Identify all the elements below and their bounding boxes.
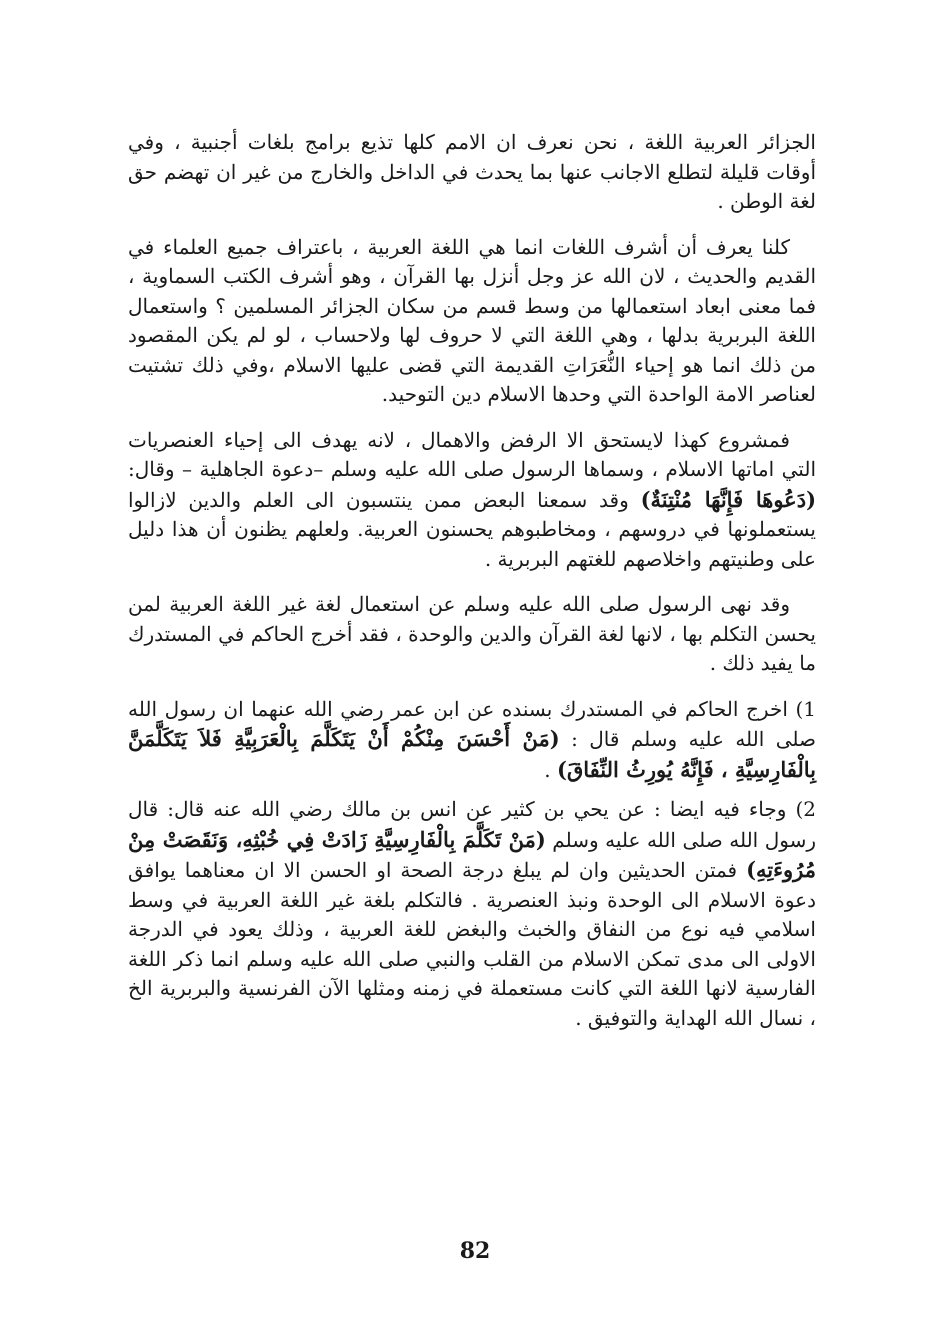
body-text <box>128 128 816 1043</box>
note-2-text-start: 2) وجاء فيه ايضا : عن يحي بن كثير عن انس بن مالك رضي الله عنه قال: قال رسول الله صلى الله عليه وسلم <box>128 797 816 852</box>
note-1-hadith: (مَنْ أَحْسَنَ مِنْكُمْ أَنْ يَتَكَلَّمَ بِالْعَرَبِيَّةِ فَلاَ يَتَكَلَّمَنَّ بِالْفَارِسِيَّةِ ، فَإِنَّهُ يُورِثُ النِّفَاقَ) <box>128 726 816 782</box>
note-1-text-end: . <box>544 757 558 782</box>
note-1 <box>128 695 816 786</box>
paragraph-4: وقد نهى الرسول صلى الله عليه وسلم عن استعمال لغة غير اللغة العربية لمن يحسن التكلم بها ، لانها لغة القرآن والدين والوحدة ، فقد أخرج الحاكم في المستدرك ما يفيد ذلك . <box>128 592 816 675</box>
paragraph-3-text-start: فمشروع كهذا لايستحق الا الرفض والاهمال ، لانه يهدف الى إحياء العنصريات التي اماتها الاسلام ، وسماها الرسول صلى الله عليه وسلم –دعوة الجاهلية – وقال: <box>128 427 816 481</box>
paragraph-2: كلنا يعرف أن أشرف اللغات انما هي اللغة العربية ، باعتراف جميع العلماء في القديم والحديث ، لان الله عز وجل أنزل بها القرآن ، وهو أشرف الكتب السماوية ، فما معنى ابعاد استعمالها من وسط قسم من سكان الجزائر المسلمين ؟ واستعمال اللغة البربرية بدلها ، وهي اللغة التي لا حروف لها ولاحساب ، لو لم يكن المقصود من ذلك انما هو إحياء النُّعَرَاتِ القديمة التي قضى عليها الاسلام ،وفي ذلك تشتيت لعناصر الامة الواحدة التي وحدها الاسلام دين التوحيد. <box>128 234 816 406</box>
note-1-text-start: 1) اخرج الحاكم في المستدرك بسنده عن ابن عمر رضي الله عنهما ان رسول الله صلى الله عليه وسلم قال : <box>128 696 817 751</box>
note-2-hadith: (مَنْ تَكَلَّمَ بِالْفَارِسِيَّةِ زَادَتْ فِي خُبْثِهِ، وَنَقَصَتْ مِنْ مُرُوءَتِهِ) <box>128 826 816 882</box>
paragraph-3 <box>128 426 816 575</box>
note-2-text-end: فمتن الحديثين وان لم يبلغ درجة الصحة او الحسن الا ان معناهما يوافق دعوة الاسلام الى الوحدة ونبذ العنصرية . فالتكلم بلغة غير اللغة العربية في وسط اسلامي فيه نوع من النفاق والخبث والبغض للغة العربية ، وذلك يعود في الدرجة الاولى الى مدى تمكن الاسلام من القلب والنبي صلى الله عليه وسلم انما ذكر اللغة الفارسية لانها اللغة التي كانت مستعملة في زمنه ومثلها الآن الفرنسية والبربرية الخ ، نسال الله الهداية والتوفيق . <box>128 858 816 1030</box>
hadith-quote: (دَعُوهَا فَإِنَّهَا مُنْتِنَةٌ) <box>640 486 817 512</box>
page-number: 82 <box>459 1238 491 1264</box>
note-2 <box>128 795 816 1033</box>
paragraph-1: الجزائر العربية اللغة ، نحن نعرف ان الامم كلها تذيع برامج بلغات أجنبية ، وفي أوقات قليلة لتطلع الاجانب عنها بما يحدث في الداخل والخارج من غير ان تهضم حق لغة الوطن . <box>128 130 816 213</box>
paragraph-3-text-end: وقد سمعنا البعض ممن ينتسبون الى العلم والدين لازالوا يستعملونها في دروسهم ، ومخاطبوهم يحسنون العربية. ولعلهم يظنون أن هذا دليل على وطنيتهم واخلاصهم للغتهم البربرية . <box>128 487 817 571</box>
